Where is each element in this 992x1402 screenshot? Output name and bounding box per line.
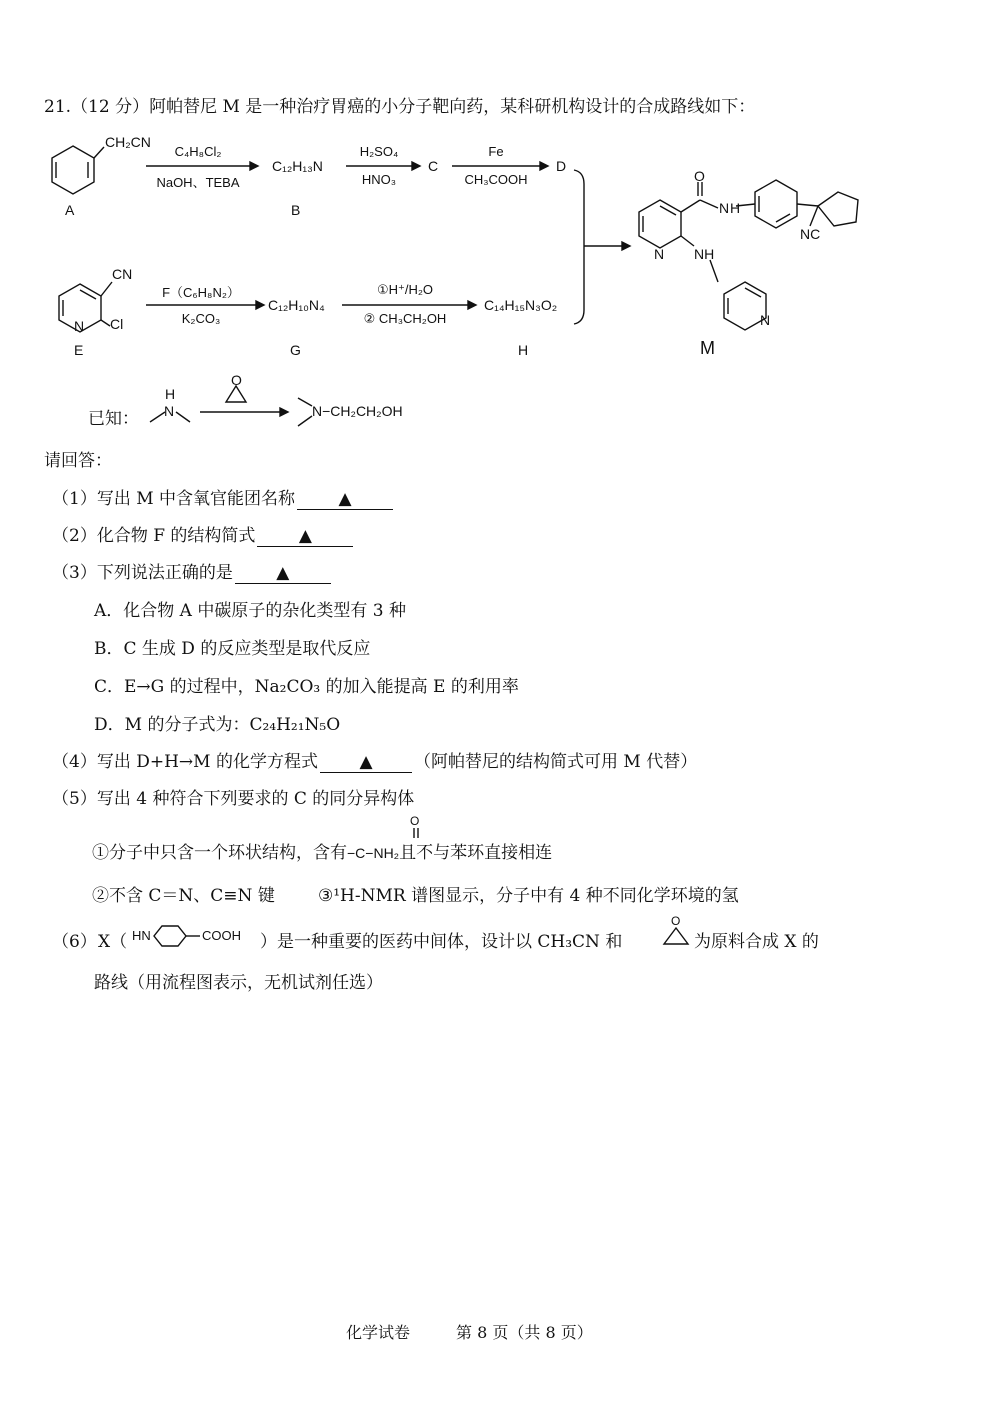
item-6-epoxide-o: O: [671, 914, 681, 928]
m-benzene-ring: [755, 180, 797, 228]
item-6-num: （6）: [52, 932, 97, 952]
step1-top: C₄H₈Cl₂: [174, 144, 222, 159]
piperidine-ring-x: [154, 926, 186, 946]
known-product: N−CH₂CH₂OH: [312, 403, 403, 419]
question-intro: 阿帕替尼 M 是一种治疗胃癌的小分子靶向药，某科研机构设计的合成路线如下：: [149, 97, 756, 117]
m-pyridine-ring: [639, 200, 681, 248]
footer-subject: 化学试卷: [346, 1323, 411, 1342]
item-3: （3）下列说法正确的是 ▲: [52, 558, 333, 584]
m-nc: NC: [800, 226, 821, 242]
step3-top: Fe: [488, 144, 504, 159]
item-5: （5）写出 4 种符合下列要求的 C 的同分异构体: [52, 789, 415, 809]
label-a: A: [65, 202, 75, 218]
label-e: E: [74, 342, 84, 358]
known-amine-h: H: [165, 386, 176, 402]
question-number: 21.: [44, 97, 72, 117]
e-n: N: [74, 318, 85, 334]
step3-bottom: CH₃COOH: [464, 172, 528, 187]
answer-blank-4[interactable]: ▲: [320, 752, 412, 773]
item-6-x: X（: [98, 932, 128, 952]
req1-amide-group: −C−NH₂: [347, 845, 400, 861]
label-b: B: [291, 202, 301, 218]
e-cn: CN: [112, 266, 133, 282]
m-amide-h: H: [730, 200, 741, 216]
formula-h: C₁₄H₁₅N₃O₂: [484, 297, 558, 313]
item-1: （1）写出 M 中含氧官能团名称 ▲: [52, 484, 395, 510]
step2-top: H₂SO₄: [359, 144, 399, 159]
known-label: 已知：: [88, 409, 139, 429]
e-cl: Cl: [110, 316, 124, 332]
label-g: G: [290, 342, 301, 358]
question-score: （12 分）: [71, 97, 150, 117]
item-6-cooh: COOH: [202, 928, 241, 943]
compound-c: C: [428, 158, 439, 174]
step5-bottom: ② CH₃CH₂OH: [363, 311, 447, 326]
item-6-hn: HN: [132, 928, 151, 943]
item-6-text2: 为原料合成 X 的: [694, 932, 819, 952]
item-6-line2: 路线（用流程图表示，无机试剂任选）: [94, 973, 383, 993]
formula-b: C₁₂H₁₃N: [272, 158, 323, 174]
option-b: B．C 生成 D 的反应类型是取代反应: [94, 639, 371, 659]
known-amine-n: N: [164, 403, 175, 419]
step4-bottom: K₂CO₃: [181, 311, 221, 326]
item-4: （4）写出 D+H→M 的化学方程式 ▲ （阿帕替尼的结构简式可用 M 代替）: [52, 752, 698, 772]
formula-g: C₁₂H₁₀N₄: [268, 297, 325, 313]
req-1: ①分子中只含一个环状结构，含有−C−NH₂且不与苯环直接相连: [92, 843, 553, 863]
step2-bottom: HNO₃: [361, 172, 397, 187]
label-m: M: [700, 338, 715, 358]
answer-blank-3[interactable]: ▲: [235, 563, 331, 584]
item-2: （2）化合物 F 的结构简式 ▲: [52, 521, 355, 547]
req-3: ③¹H-NMR 谱图显示，分子中有 4 种不同化学环境的氢: [318, 886, 739, 906]
epoxide-item6: [664, 928, 688, 944]
option-a: A．化合物 A 中碳原子的杂化类型有 3 种: [94, 601, 406, 621]
m-nh: NH: [694, 246, 715, 262]
combine-bracket: [574, 170, 584, 324]
step4-top: F（C₆H₈N₂）: [162, 285, 240, 300]
req-2: ②不含 C＝N、C≡N 键: [92, 886, 275, 906]
compound-d: D: [556, 158, 567, 174]
m-o: O: [694, 168, 705, 184]
answer-blank-2[interactable]: ▲: [257, 526, 353, 547]
footer-page: 第 8 页（共 8 页）: [456, 1323, 593, 1342]
m-lower-n: N: [760, 312, 771, 328]
m-amide-n: N: [719, 200, 730, 216]
m-pyridine-n: N: [654, 246, 665, 262]
epoxide-known: [226, 386, 246, 402]
answer-prompt: 请回答：: [44, 451, 112, 471]
item-6-text1: ）是一种重要的医药中间体，设计以 CH₃CN 和: [260, 932, 623, 952]
known-epoxide-o: O: [231, 372, 242, 388]
answer-blank-1[interactable]: ▲: [297, 489, 393, 510]
a-substituent: CH₂CN: [105, 134, 151, 150]
label-h: H: [518, 342, 529, 358]
step1-bottom: NaOH、TEBA: [156, 175, 240, 190]
m-cyclopentane: [818, 192, 858, 226]
option-c: C．E→G 的过程中，Na₂CO₃ 的加入能提高 E 的利用率: [94, 677, 519, 697]
option-d: D．M 的分子式为：C₂₄H₂₁N₅O: [94, 715, 341, 735]
req1-carbonyl-o: O: [410, 814, 420, 828]
step5-top: ①H⁺/H₂O: [376, 282, 434, 297]
